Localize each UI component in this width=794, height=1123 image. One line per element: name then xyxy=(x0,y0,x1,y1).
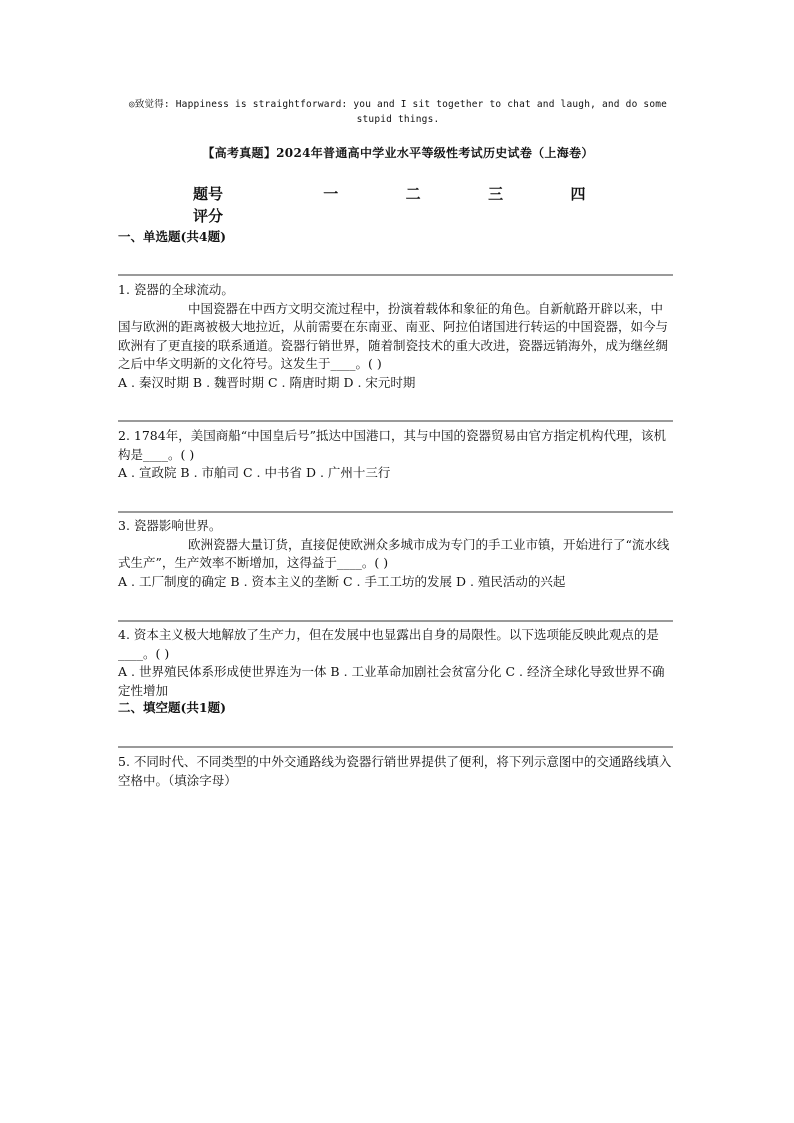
score-col-3: 三 xyxy=(488,185,504,203)
divider xyxy=(118,746,673,748)
score-col-2: 二 xyxy=(405,185,421,203)
divider xyxy=(118,274,673,276)
score-row-label: 评分 xyxy=(193,207,224,225)
question-material: 中国瓷器在中西方文明交流过程中，扮演着载体和象征的角色。自新航路开辟以来，中国与欧洲的距离被极大地拉近，从前需要在东南亚、南亚、阿拉伯诸国进行转运的中国瓷器，如今与欧洲有了更直接的联系通道。瓷器行销世界，随着制瓷技术的重大改进，瓷器远销海外，成为继丝绸之后中华文明新的文化符号。这发生于____。( ) xyxy=(118,300,669,371)
score-col-4: 四 xyxy=(570,185,586,203)
divider xyxy=(118,620,673,622)
question-options: A . 秦汉时期 B . 魏晋时期 C . 隋唐时期 D . 宋元时期 xyxy=(118,374,416,390)
exam-title: 【高考真题】2024年普通高中学业水平等级性考试历史试卷（上海卷） xyxy=(202,146,594,160)
score-table-row-score xyxy=(193,205,653,226)
question-stem: 4. 资本主义极大地解放了生产力，但在发展中也显露出自身的局限性。以下选项能反映此观点的是____。( ) xyxy=(118,627,659,661)
score-col-1: 一 xyxy=(323,185,339,203)
section-heading-fill-blank: 二、填空题(共1题) xyxy=(118,700,227,715)
question-4 xyxy=(118,626,673,700)
question-stem: 3. 瓷器影响世界。 xyxy=(118,518,222,533)
question-5 xyxy=(118,753,673,790)
header-quote: ◎致觉得: Happiness is straightforward: you and I sit together to chat and laugh, and do some stupid things. xyxy=(128,99,668,125)
question-stem: 2. 1784年，美国商船“中国皇后号”抵达中国港口，其与中国的瓷器贸易由官方指定机构代理，该机构是____。( ) xyxy=(118,428,666,462)
question-stem: 5. 不同时代、不同类型的中外交通路线为瓷器行销世界提供了便利，将下列示意图中的交通路线填入空格中。（填涂字母） xyxy=(118,754,672,788)
question-1 xyxy=(118,281,673,392)
question-options: A . 世界殖民体系形成使世界连为一体 B . 工业革命加剧社会贫富分化 C . 经济全球化导致世界不确定性增加 xyxy=(118,664,665,698)
divider xyxy=(118,511,673,513)
section-heading-single-choice: 一、单选题(共4题) xyxy=(118,229,227,244)
question-options: A . 宣政院 B . 市舶司 C . 中书省 D . 广州十三行 xyxy=(118,465,391,480)
question-3 xyxy=(118,517,673,591)
question-2 xyxy=(118,427,673,483)
score-row-label: 题号 xyxy=(193,185,224,203)
question-options: A . 工厂制度的确定 B . 资本主义的垄断 C . 手工工坊的发展 D . 殖民活动的兴起 xyxy=(118,573,566,589)
score-table-row-number xyxy=(193,183,653,204)
question-stem: 1. 瓷器的全球流动。 xyxy=(118,282,234,297)
divider xyxy=(118,420,673,422)
question-material: 欧洲瓷器大量订货，直接促使欧洲众多城市成为专门的手工业市镇，开始进行了“流水线式生产”，生产效率不断增加，这得益于____。( ) xyxy=(118,536,670,570)
